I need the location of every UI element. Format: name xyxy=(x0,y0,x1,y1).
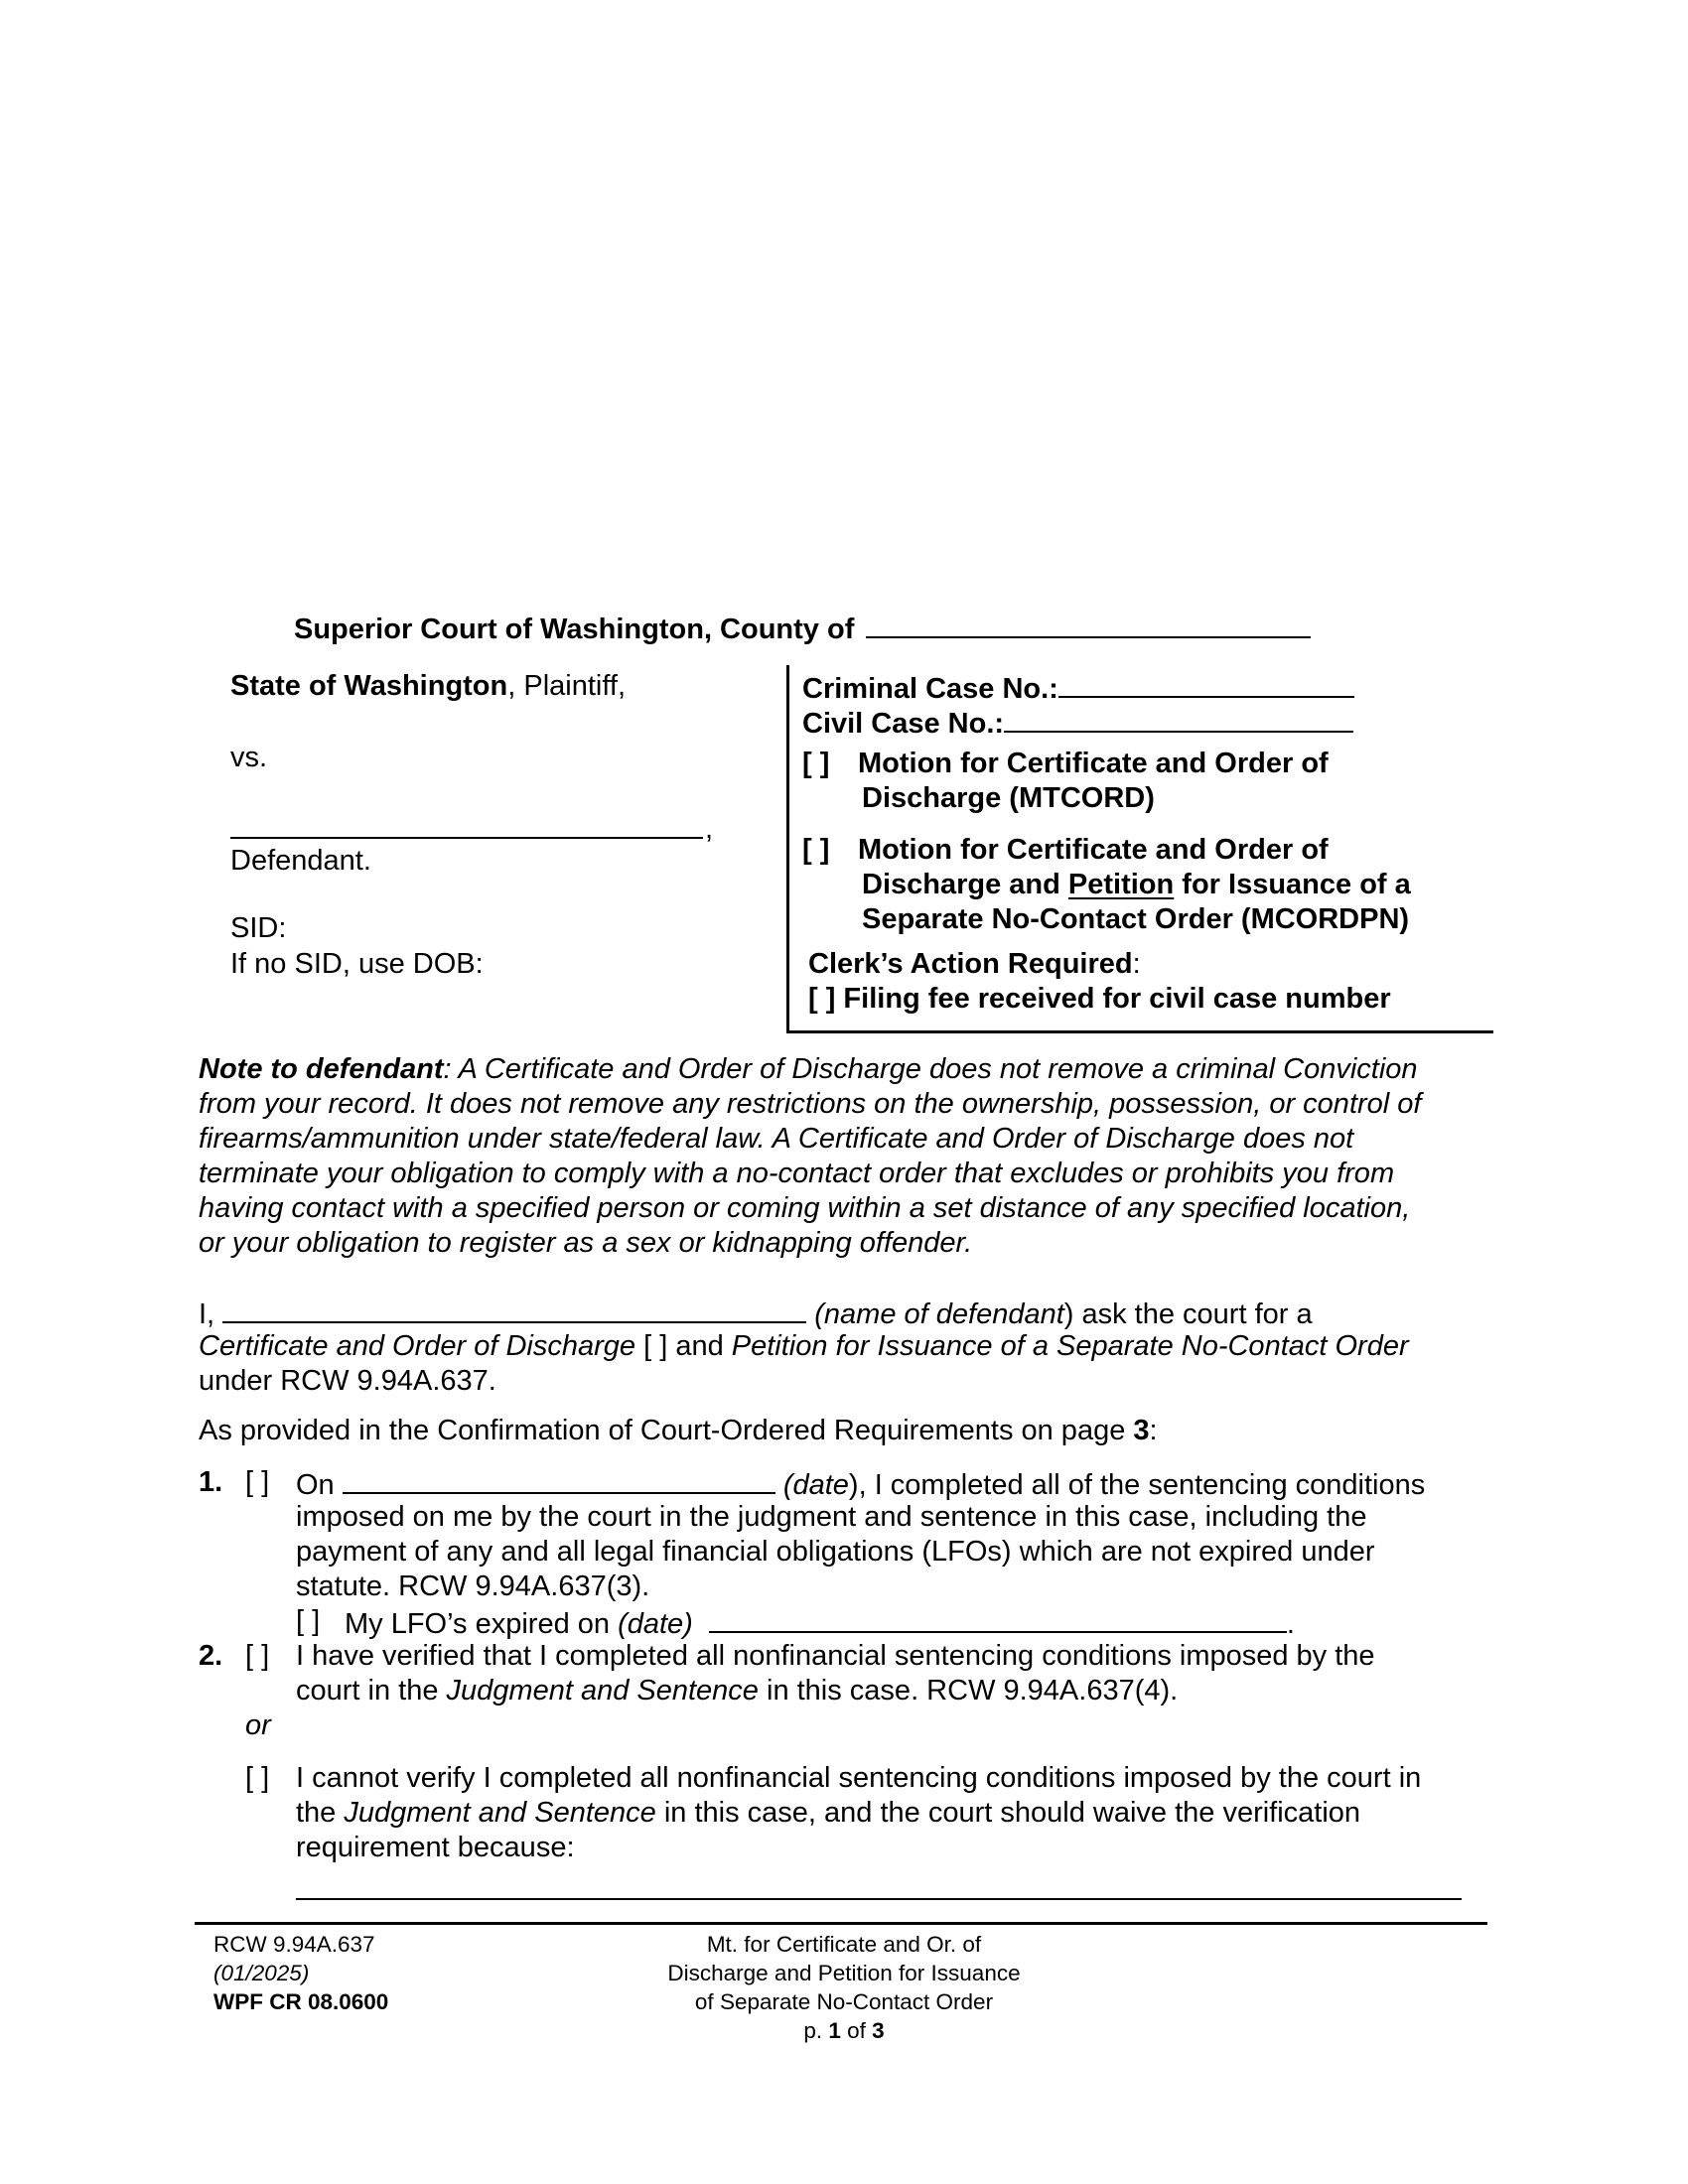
caption-bottom-rule xyxy=(786,1030,1493,1033)
note-line-1: Note to defendant: A Certificate and Order of Discharge does not remove a criminal Conviction xyxy=(199,1053,1418,1085)
cannot-verify-line2: the Judgment and Sentence in this case, and the court should waive the verification xyxy=(296,1797,1361,1829)
option1-line2: Discharge (MTCORD) xyxy=(862,782,1155,814)
option2-line3: Separate No-Contact Order (MCORDPN) xyxy=(862,903,1410,935)
completion-date-field[interactable] xyxy=(343,1465,775,1494)
option2-line2: Discharge and Petition for Issuance of a xyxy=(862,869,1411,900)
criminal-case-number: Criminal Case No.: xyxy=(802,669,1354,707)
civil-case-number: Civil Case No.: xyxy=(802,704,1353,742)
criminal-case-blank[interactable] xyxy=(1058,669,1354,698)
footer-rcw: RCW 9.94A.637 xyxy=(213,1932,375,1957)
footer-title-line2: Discharge and Petition for Issuance xyxy=(667,1961,1021,1985)
request-line-2: Certificate and Order of Discharge [ ] and Petition for Issuance of a Separate No-Contact Order xyxy=(199,1330,1409,1362)
note-line-6: or your obligation to register as a sex or kidnapping offender. xyxy=(199,1227,973,1259)
option2-line1: Motion for Certificate and Order of xyxy=(858,834,1329,866)
item2-line1: I have verified that I completed all nonfinancial sentencing conditions imposed by the xyxy=(296,1640,1375,1672)
provided-line: As provided in the Confirmation of Court-Ordered Requirements on page 3: xyxy=(199,1415,1158,1446)
dob-label: If no SID, use DOB: xyxy=(230,948,484,980)
defendant-name-blank[interactable] xyxy=(230,807,703,839)
note-line-2: from your record. It does not remove any restrictions on the ownership, possession, or control of xyxy=(199,1088,1422,1120)
item1-checkbox[interactable]: [ ] xyxy=(245,1466,270,1498)
request-line-3: under RCW 9.94A.637. xyxy=(199,1365,496,1397)
county-blank[interactable] xyxy=(866,610,1311,638)
note-line-4: terminate your obligation to comply with a no-contact order that excludes or prohibits you from xyxy=(199,1158,1395,1189)
footer-title-line1: Mt. for Certificate and Or. of xyxy=(706,1932,982,1957)
note-line-5: having contact with a specified person or coming within a set distance of any specified location, xyxy=(199,1192,1411,1224)
option2-checkbox[interactable]: [ ] xyxy=(802,834,830,866)
footer-page-number: p. 1 of 3 xyxy=(803,2018,885,2043)
defendant-label: Defendant. xyxy=(230,845,371,877)
waiver-reason-field[interactable] xyxy=(296,1886,1462,1900)
caption-divider xyxy=(786,665,789,1032)
filing-fee-checkbox[interactable]: [ ] Filing fee received for civil case number xyxy=(808,983,1391,1015)
item1-line4: statute. RCW 9.94A.637(3). xyxy=(296,1570,650,1602)
footer-date: (01/2025) xyxy=(213,1961,310,1985)
item2-number: 2. xyxy=(199,1640,223,1672)
cannot-verify-checkbox[interactable]: [ ] xyxy=(245,1762,270,1794)
lfo-expired-date-field[interactable] xyxy=(709,1604,1287,1633)
item1-line2: imposed on me by the court in the judgment and sentence in this case, including the xyxy=(296,1501,1367,1533)
defendant-name-field[interactable] xyxy=(222,1295,806,1323)
lfo-expired-checkbox[interactable]: [ ] xyxy=(296,1605,321,1637)
petition-checkbox[interactable]: [ ] and xyxy=(635,1330,732,1362)
option1-line1: Motion for Certificate and Order of xyxy=(858,748,1329,779)
item2-checkbox[interactable]: [ ] xyxy=(245,1640,270,1672)
footer-rule xyxy=(195,1922,1487,1925)
defendant-comma: , xyxy=(705,813,714,845)
civil-case-blank[interactable] xyxy=(1004,704,1353,733)
option1-checkbox[interactable]: [ ] xyxy=(802,748,830,779)
item1-number: 1. xyxy=(199,1466,223,1498)
cannot-verify-line1: I cannot verify I completed all nonfinancial sentencing conditions imposed by the court in xyxy=(296,1762,1422,1794)
item1-line3: payment of any and all legal financial obligations (LFOs) which are not expired under xyxy=(296,1536,1375,1568)
clerk-action-label: Clerk’s Action Required: xyxy=(808,948,1141,980)
item2-line2: court in the Judgment and Sentence in this case. RCW 9.94A.637(4). xyxy=(296,1675,1179,1706)
item1-line1: On (date), I completed all of the sentencing conditions xyxy=(296,1465,1425,1503)
vs-label: vs. xyxy=(230,742,268,773)
footer-title-line3: of Separate No-Contact Order xyxy=(694,1989,994,2014)
or-label: or xyxy=(245,1709,271,1741)
cannot-verify-line3: requirement because: xyxy=(296,1832,575,1863)
lfo-expired-line: My LFO’s expired on (date) . xyxy=(345,1604,1295,1642)
note-line-3: firearms/ammunition under state/federal law. A Certificate and Order of Discharge does not xyxy=(199,1123,1354,1155)
court-title: Superior Court of Washington, County of xyxy=(294,610,1311,647)
footer-form-number: WPF CR 08.0600 xyxy=(213,1989,389,2014)
sid-label: SID: xyxy=(230,912,287,944)
request-line-1: I, (name of defendant) ask the court for a xyxy=(199,1295,1313,1332)
plaintiff-line: State of Washington, Plaintiff, xyxy=(230,670,626,702)
